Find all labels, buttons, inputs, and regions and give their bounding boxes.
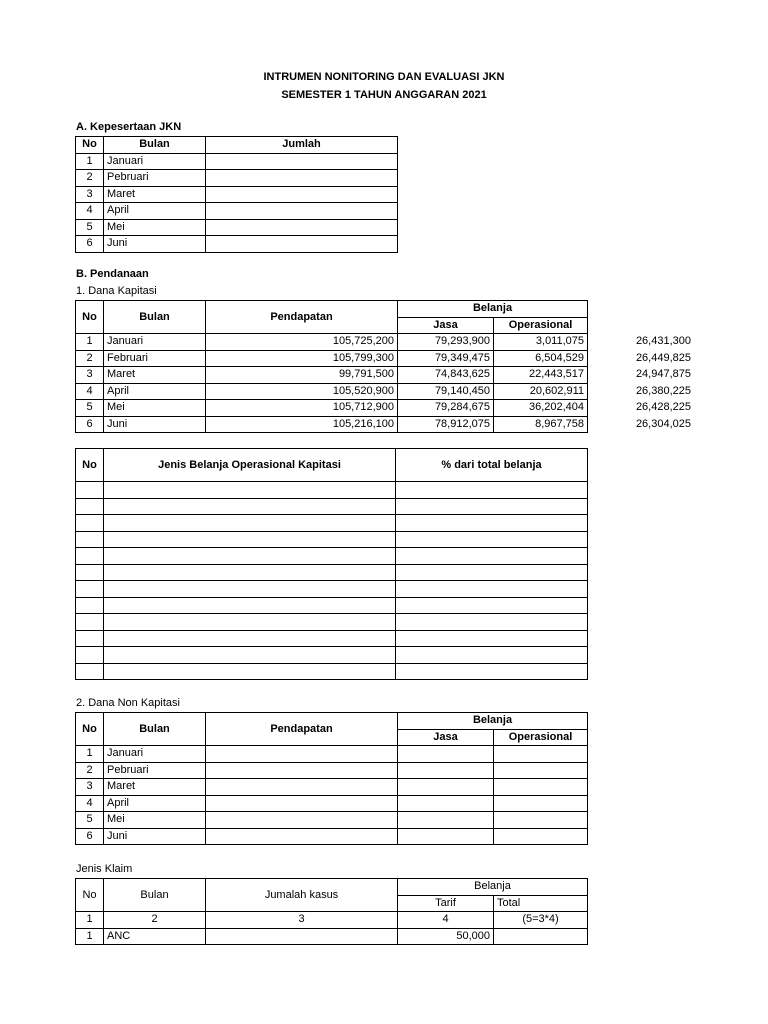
header-tarif: Tarif [398,895,494,912]
cell-jumlah-kasus [206,928,398,945]
table-row [76,597,588,614]
table-header-row [76,301,588,318]
table-row [76,367,588,384]
cell-operasional: 20,602,911 [494,383,588,400]
table-row [76,746,588,763]
cell-jasa: 79,349,475 [398,350,494,367]
table-row [76,647,588,664]
index-total: (5=3*4) [494,912,588,929]
cell-total [494,928,588,945]
section-a-heading: A. Kepesertaan JKN [76,121,182,133]
table-row [76,614,588,631]
cell-bulan: April [104,795,206,812]
cell-no: 6 [76,416,104,433]
header-no: No [76,449,104,482]
cell-bulan: Mei [104,812,206,829]
header-no: No [76,137,104,154]
table-row [76,531,588,548]
index-tarif: 4 [398,912,494,929]
cell-no: 2 [76,762,104,779]
header-jenis: Jenis Belanja Operasional Kapitasi [104,449,396,482]
cell-no: 6 [76,236,104,253]
table-row [76,795,588,812]
cell-bulan: Januari [104,746,206,763]
cell-jasa: 74,843,625 [398,367,494,384]
table-header-row [76,137,398,154]
document-subtitle: SEMESTER 1 TAHUN ANGGARAN 2021 [281,89,487,101]
table-row [76,350,588,367]
cell-operasional: 3,011,075 [494,334,588,351]
cell-jumlah [206,219,398,236]
cell-bulan: ANC [104,928,206,945]
cell-operasional: 36,202,404 [494,400,588,417]
cell-jumlah [206,186,398,203]
table-row [76,416,588,433]
jenis-klaim-table [75,878,588,945]
kapitasi-side-values [600,333,691,433]
cell-no: 5 [76,219,104,236]
cell-bulan: Juni [104,236,206,253]
cell-operasional: 22,443,517 [494,367,588,384]
header-bulan: Bulan [104,713,206,746]
cell-no: 1 [76,153,104,170]
header-bulan: Bulan [104,879,206,912]
table-header-row [76,879,588,896]
cell-pendapatan: 105,799,300 [206,350,398,367]
cell-no: 1 [76,928,104,945]
side-value: 26,380,225 [635,384,691,397]
table-row [76,928,588,945]
cell-no: 5 [76,812,104,829]
cell-jumlah [206,203,398,220]
index-jumlah-kasus: 3 [206,912,398,929]
side-value: 26,431,300 [635,335,691,347]
cell-bulan: Februari [104,350,206,367]
table-row [76,663,588,680]
header-pendapatan: Pendapatan [206,713,398,746]
cell-no: 2 [76,350,104,367]
section-b-heading: B. Pendanaan [76,268,149,280]
header-jasa: Jasa [398,729,494,746]
index-no: 1 [76,912,104,929]
header-jasa: Jasa [398,317,494,334]
header-no: No [76,713,104,746]
table-row [76,828,588,845]
side-value: 26,449,825 [635,351,691,364]
cell-tarif: 50,000 [398,928,494,945]
header-no: No [76,879,104,912]
cell-no: 5 [76,400,104,417]
header-jumlah: Jumlah [206,137,398,154]
cell-pendapatan: 105,520,900 [206,383,398,400]
cell-no: 2 [76,170,104,187]
table-row [76,779,588,796]
header-no: No [76,301,104,334]
cell-pendapatan: 105,216,100 [206,416,398,433]
cell-bulan: Pebruari [104,170,206,187]
header-belanja: Belanja [398,879,588,896]
cell-bulan: Pebruari [104,762,206,779]
table-row [76,400,588,417]
cell-pendapatan: 105,725,200 [206,334,398,351]
header-bulan: Bulan [104,301,206,334]
table-row [76,203,398,220]
cell-operasional: 6,504,529 [494,350,588,367]
table-index-row [76,912,588,929]
cell-no: 6 [76,828,104,845]
dana-kapitasi-heading: 1. Dana Kapitasi [76,285,157,297]
cell-bulan: Januari [104,334,206,351]
table-row [76,170,398,187]
header-operasional: Operasional [494,317,588,334]
table-header-row [76,713,588,730]
header-total: Total [494,895,588,912]
table-header-row [76,449,588,482]
header-jumlah-kasus: Jumalah kasus [206,879,398,912]
dana-non-kapitasi-table [75,712,588,845]
cell-jasa: 78,912,075 [398,416,494,433]
header-pendapatan: Pendapatan [206,301,398,334]
side-value: 26,304,025 [635,417,691,430]
dana-non-kapitasi-heading: 2. Dana Non Kapitasi [76,697,180,709]
table-row [76,812,588,829]
index-bulan: 2 [104,912,206,929]
table-row [76,186,398,203]
dana-kapitasi-table [75,300,588,433]
cell-bulan: Januari [104,153,206,170]
table-row [76,383,588,400]
table-row [76,498,588,515]
table-row [76,153,398,170]
cell-bulan: Mei [104,219,206,236]
cell-no: 3 [76,186,104,203]
cell-jasa: 79,140,450 [398,383,494,400]
cell-bulan: Juni [104,416,206,433]
cell-no: 3 [76,367,104,384]
side-value: 24,947,875 [635,368,691,381]
cell-jumlah [206,153,398,170]
document-title: INTRUMEN NONITORING DAN EVALUASI JKN [263,71,505,83]
cell-bulan: Juni [104,828,206,845]
cell-no: 4 [76,795,104,812]
header-belanja: Belanja [398,301,588,318]
table-row [76,548,588,565]
header-belanja: Belanja [398,713,588,730]
cell-bulan: Maret [104,779,206,796]
side-value: 26,428,225 [635,401,691,414]
cell-pendapatan: 99,791,500 [206,367,398,384]
cell-no: 3 [76,779,104,796]
cell-no: 4 [76,203,104,220]
cell-jumlah [206,236,398,253]
cell-bulan: Maret [104,367,206,384]
table-row [76,219,398,236]
jenis-belanja-table [75,448,588,680]
jenis-klaim-heading: Jenis Klaim [76,863,133,875]
table-row [76,630,588,647]
header-bulan: Bulan [104,137,206,154]
table-row [76,236,398,253]
cell-bulan: April [104,203,206,220]
cell-bulan: Mei [104,400,206,417]
table-row [76,515,588,532]
table-row [76,334,588,351]
table-row [76,564,588,581]
table-row [76,762,588,779]
kepesertaan-table [75,136,398,253]
cell-jasa: 79,293,900 [398,334,494,351]
cell-pendapatan: 105,712,900 [206,400,398,417]
cell-no: 1 [76,334,104,351]
cell-operasional: 8,967,758 [494,416,588,433]
cell-bulan: April [104,383,206,400]
cell-no: 4 [76,383,104,400]
cell-no: 1 [76,746,104,763]
table-row [76,581,588,598]
cell-jumlah [206,170,398,187]
cell-bulan: Maret [104,186,206,203]
table-row [76,482,588,499]
cell-jasa: 79,284,675 [398,400,494,417]
header-persen: % dari total belanja [396,449,588,482]
header-operasional: Operasional [494,729,588,746]
